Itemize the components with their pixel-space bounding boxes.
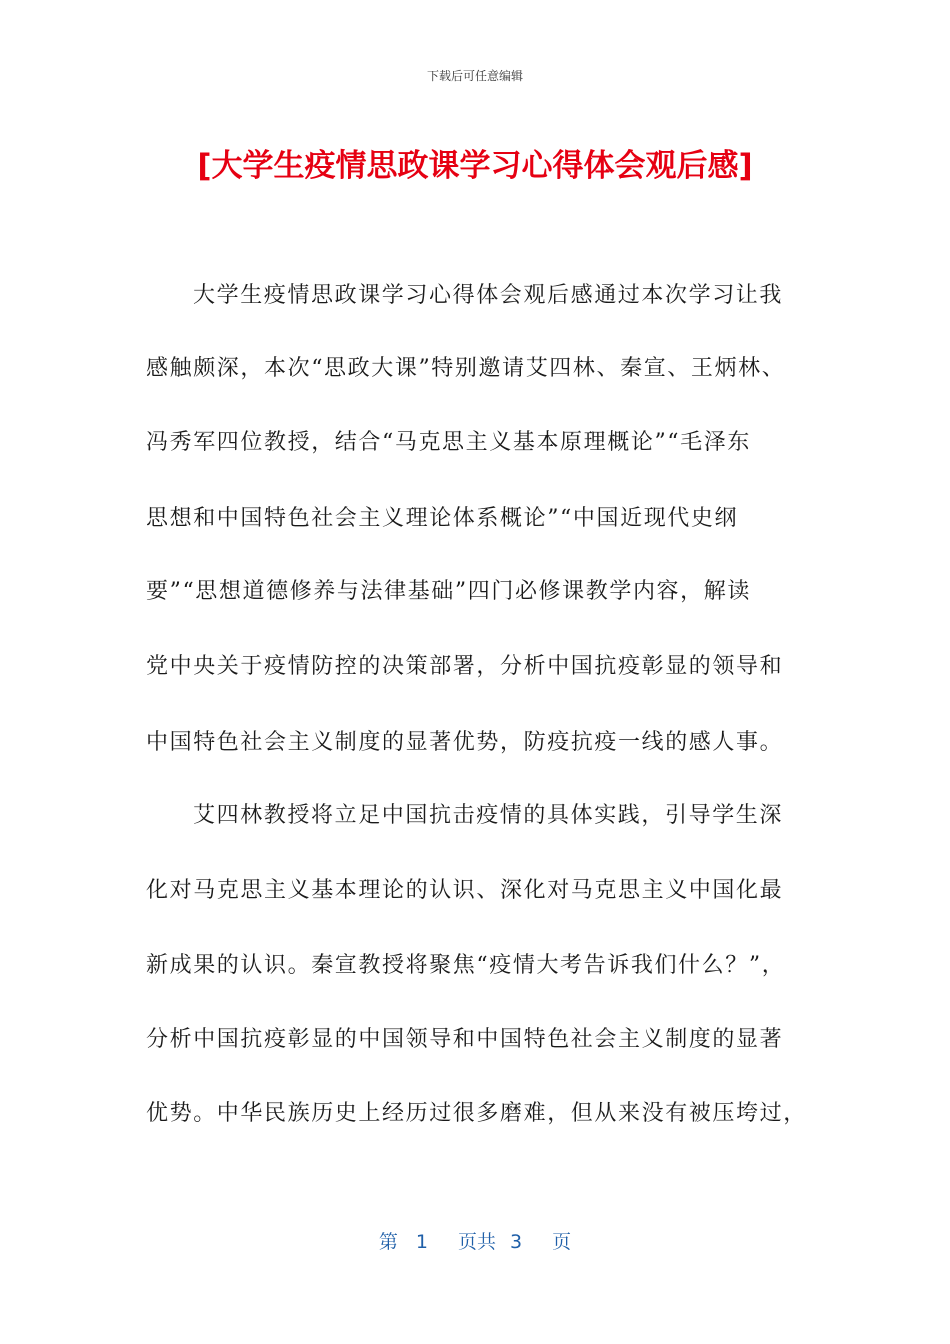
body-line: 艾四林教授将立足中国抗击疫情的具体实践，引导学生深 xyxy=(193,803,784,828)
body-line: 化对马克思主义基本理论的认识、深化对马克思主义中国化最 xyxy=(146,878,784,903)
body-line: 新成果的认识。秦宣教授将聚焦“疫情大考告诉我们什么？”， xyxy=(146,953,786,978)
body-line: 感触颇深，本次“思政大课”特别邀请艾四林、秦宣、王炳林、 xyxy=(146,356,786,381)
footer-page-label: 第 xyxy=(378,1231,398,1253)
document-title: [大学生疫情思政课学习心得体会观后感] xyxy=(197,148,753,184)
body-line: 要”“思想道德修养与法律基础”四门必修课教学内容，解读 xyxy=(146,579,751,604)
body-line: 中国特色社会主义制度的显著优势，防疫抗疫一线的感人事。 xyxy=(146,730,784,755)
body-line: 思想和中国特色社会主义理论体系概论”“中国近现代史纲 xyxy=(146,506,739,531)
header-note: 下载后可任意编辑 xyxy=(426,69,523,83)
body-line: 冯秀军四位教授，结合“马克思主义基本原理概论”“毛泽东 xyxy=(146,430,751,455)
body-line: 优势。中华民族历史上经历过很多磨难，但从来没有被压垮过， xyxy=(146,1101,807,1126)
body-line: 大学生疫情思政课学习心得体会观后感通过本次学习让我 xyxy=(193,283,784,308)
footer-total-pages: 3 xyxy=(510,1231,523,1253)
footer-page-of-label: 页共 xyxy=(457,1231,496,1253)
footer-page-number: 1 xyxy=(415,1231,428,1253)
body-line: 分析中国抗疫彰显的中国领导和中国特色社会主义制度的显著 xyxy=(146,1027,784,1052)
footer-page-suffix: 页 xyxy=(552,1231,572,1253)
body-line: 党中央关于疫情防控的决策部署，分析中国抗疫彰显的领导和 xyxy=(146,654,784,679)
page-footer xyxy=(0,1227,950,1254)
